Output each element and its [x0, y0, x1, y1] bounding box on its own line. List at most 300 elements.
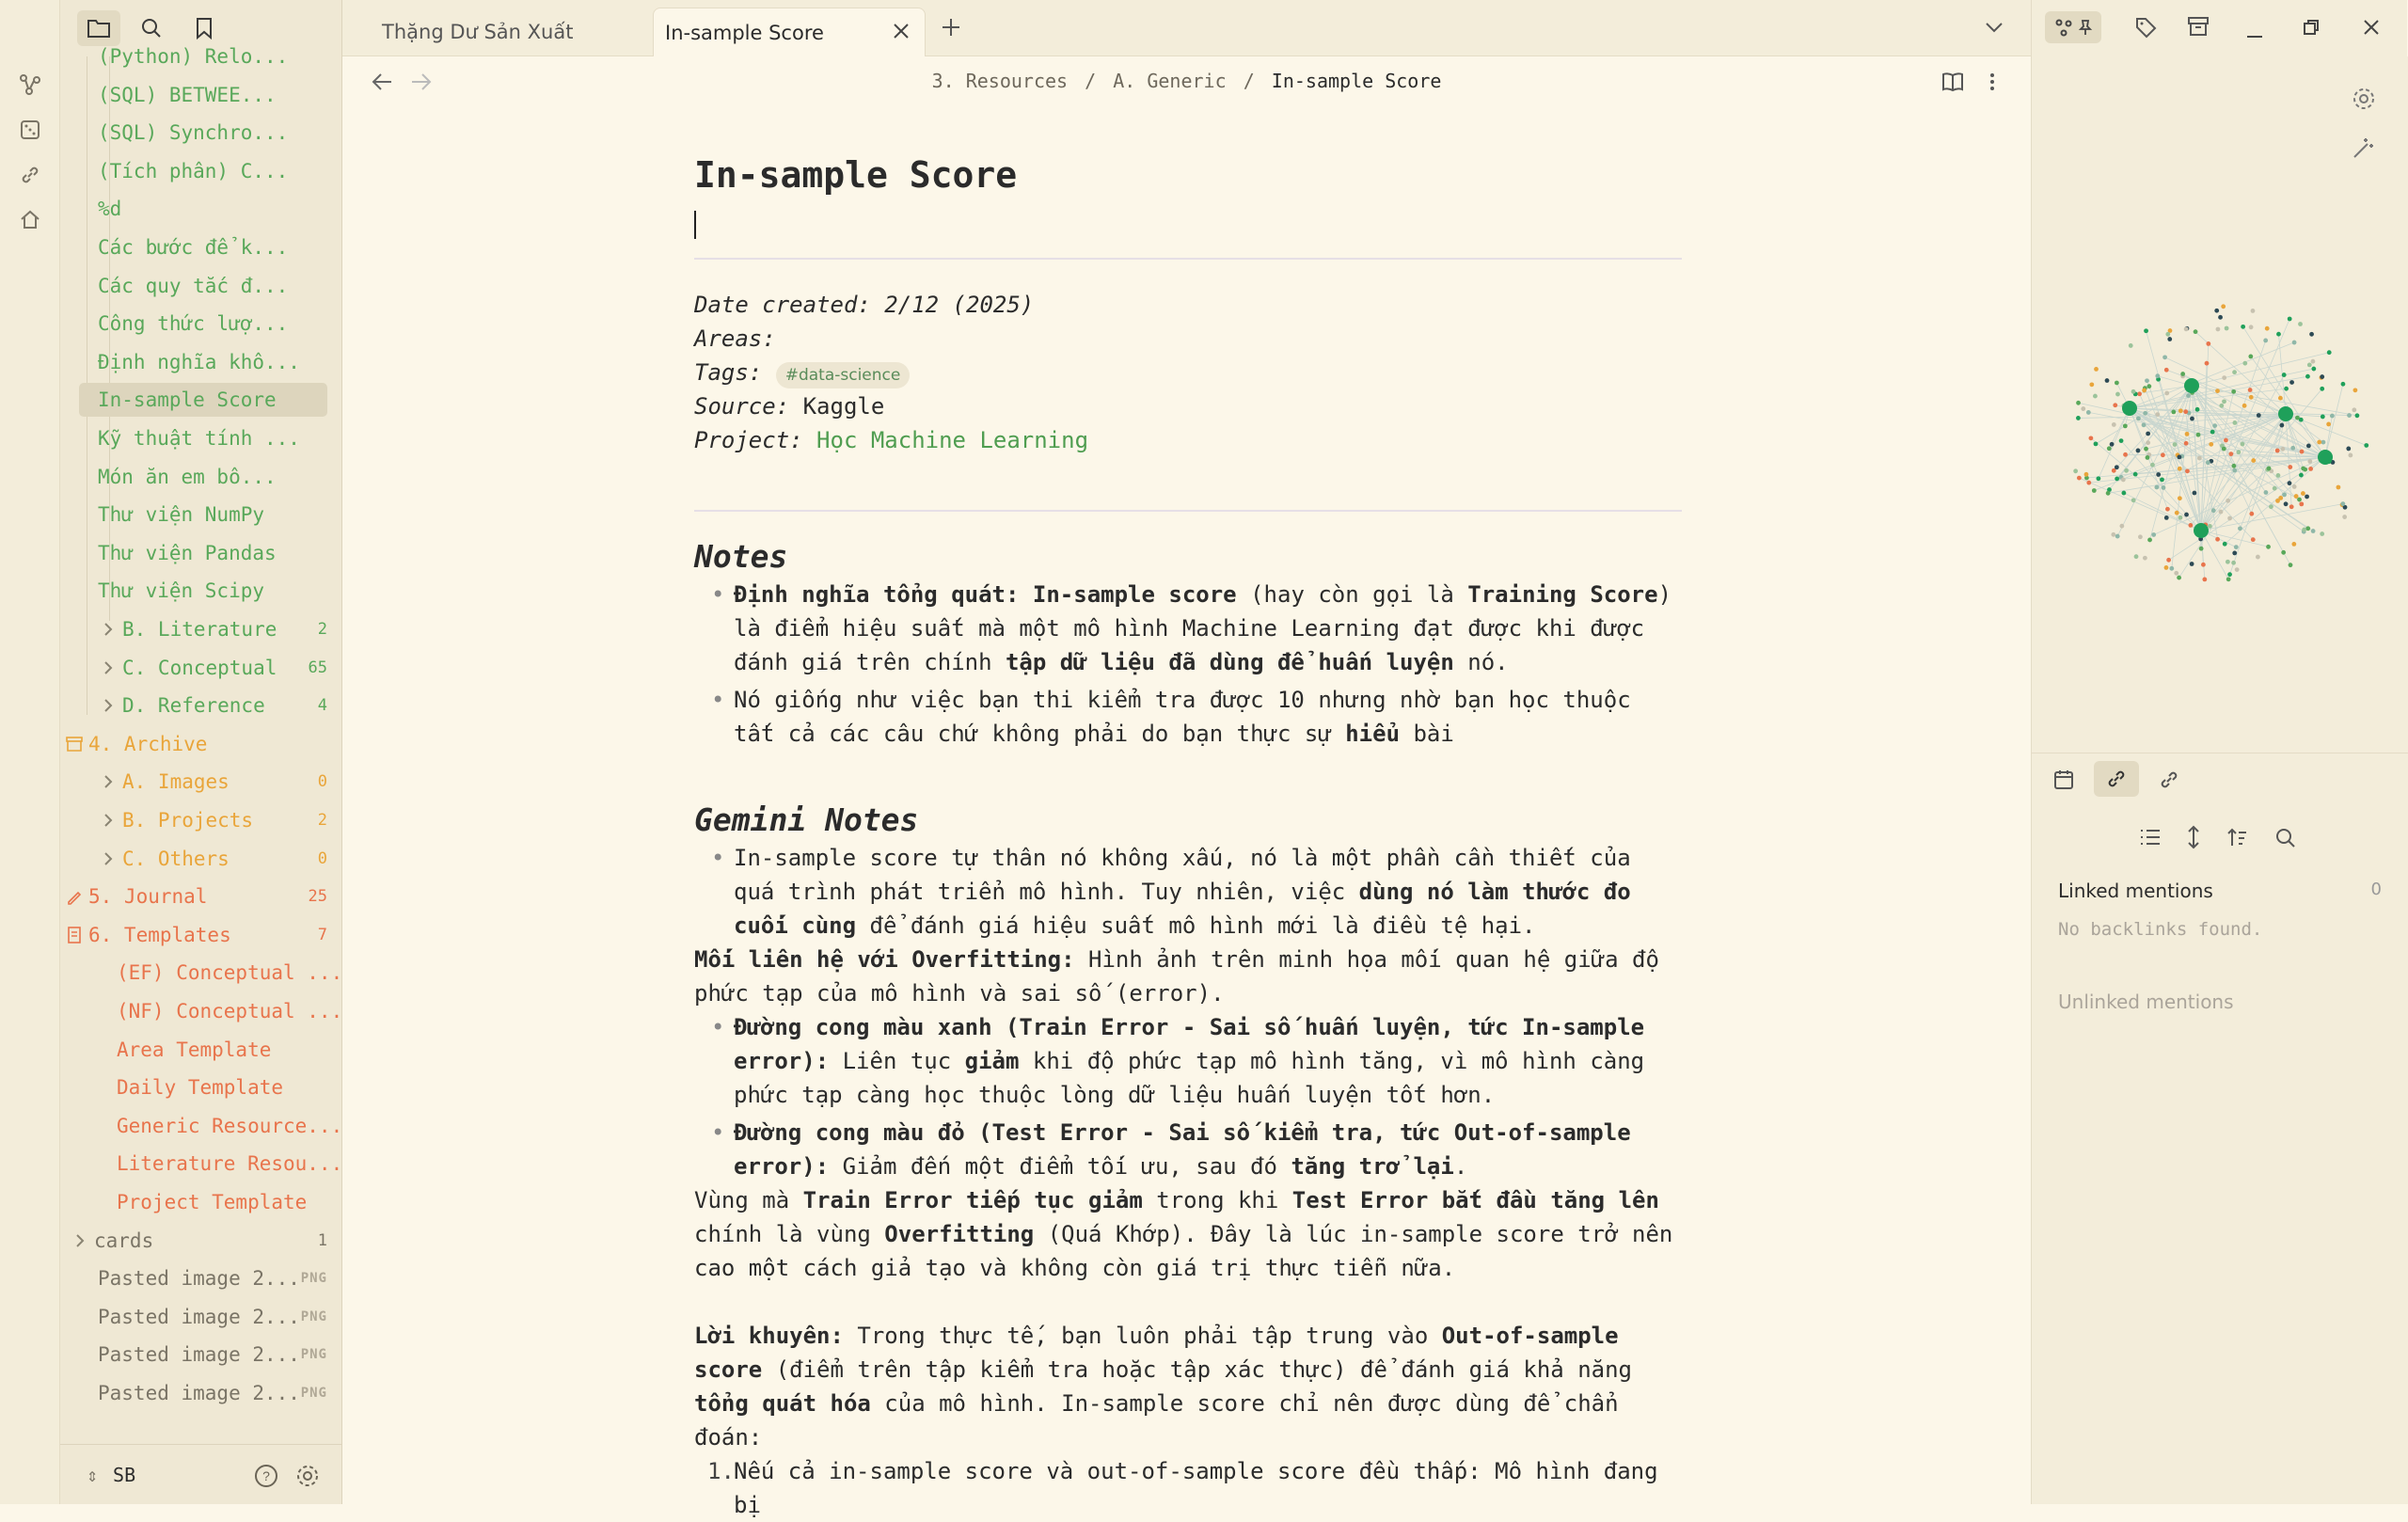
graph-node[interactable] [2228, 452, 2233, 456]
graph-node[interactable] [2089, 382, 2094, 387]
random-note-icon[interactable] [15, 115, 45, 145]
graph-node[interactable] [2340, 501, 2345, 506]
graph-node[interactable] [2355, 413, 2360, 418]
graph-node[interactable] [2110, 442, 2115, 447]
graph-node[interactable] [2073, 468, 2078, 473]
graph-node[interactable] [2297, 498, 2302, 502]
graph-node[interactable] [2305, 526, 2310, 531]
graph-node[interactable] [2256, 555, 2260, 560]
graph-node[interactable] [2167, 337, 2172, 341]
graph-node[interactable] [2273, 486, 2277, 491]
graph-node[interactable] [2106, 491, 2111, 496]
graph-node[interactable] [2094, 367, 2099, 372]
graph-node[interactable] [2201, 563, 2206, 567]
tree-file-0[interactable] [98, 40, 327, 73]
graph-node[interactable] [2143, 411, 2147, 416]
graph-node[interactable] [2311, 359, 2316, 364]
graph-node[interactable] [2263, 339, 2268, 343]
graph-node[interactable] [2311, 529, 2316, 533]
note-content[interactable] [694, 151, 1682, 1522]
graph-node[interactable] [2226, 499, 2230, 503]
graph-node[interactable] [2144, 447, 2148, 452]
graph-node[interactable] [2289, 563, 2293, 567]
project-link[interactable]: Học Machine Learning [816, 427, 1089, 453]
close-window-icon[interactable] [2363, 19, 2380, 40]
tree-file-6[interactable] [98, 269, 327, 303]
graph-node[interactable] [2155, 412, 2160, 417]
tree-file-9[interactable] [79, 383, 327, 417]
graph-node[interactable] [2084, 472, 2089, 477]
graph-node[interactable] [2195, 407, 2200, 412]
graph-node[interactable] [2309, 332, 2314, 337]
graph-node[interactable] [2320, 374, 2324, 379]
graph-node[interactable] [2284, 501, 2289, 506]
graph-node[interactable] [2301, 491, 2305, 496]
graph-node[interactable] [2234, 545, 2239, 549]
local-graph-view[interactable] [2032, 56, 2408, 753]
graph-node[interactable] [2185, 468, 2190, 473]
graph-node[interactable] [2232, 370, 2237, 374]
graph-node[interactable] [2113, 403, 2117, 407]
graph-node[interactable] [2190, 417, 2194, 421]
graph-node[interactable] [2162, 355, 2167, 359]
graph-node[interactable] [2193, 491, 2197, 496]
graph-node[interactable] [2147, 538, 2152, 543]
tree-file-2[interactable] [98, 116, 327, 150]
graph-node[interactable] [2317, 440, 2321, 445]
graph-node[interactable] [2307, 459, 2312, 464]
graph-node[interactable] [2249, 395, 2254, 400]
graph-node[interactable] [2164, 391, 2169, 396]
tree-file-4[interactable] [98, 192, 327, 226]
graph-node[interactable] [2305, 495, 2309, 499]
graph-node[interactable] [2119, 524, 2124, 529]
graph-node[interactable] [2112, 422, 2116, 427]
show-more-context-icon[interactable] [2184, 825, 2203, 854]
graph-hub-node[interactable] [2194, 523, 2209, 538]
link-icon[interactable] [15, 160, 45, 190]
graph-node[interactable] [2164, 515, 2169, 520]
graph-node[interactable] [2321, 415, 2325, 420]
archive-icon[interactable] [2187, 16, 2210, 41]
tree-file-13[interactable] [98, 536, 327, 570]
graph-node[interactable] [2173, 442, 2178, 447]
tags-icon[interactable] [2135, 17, 2158, 42]
graph-node[interactable] [2306, 444, 2311, 449]
graph-view-icon[interactable] [15, 70, 45, 100]
tree-file-10[interactable] [98, 421, 327, 455]
graph-node[interactable] [2294, 494, 2299, 499]
tree-image-2[interactable] [98, 1338, 327, 1371]
graph-node[interactable] [2180, 372, 2185, 376]
graph-node[interactable] [2241, 325, 2245, 329]
graph-node[interactable] [2205, 361, 2210, 366]
outgoing-links-icon[interactable] [2158, 769, 2180, 796]
graph-node[interactable] [2105, 378, 2110, 383]
tree-template-5[interactable] [117, 1147, 343, 1181]
sort-icon[interactable] [2227, 827, 2250, 852]
graph-node[interactable] [2364, 443, 2368, 448]
graph-node[interactable] [2136, 416, 2141, 420]
graph-node[interactable] [2276, 332, 2281, 337]
graph-node[interactable] [2156, 472, 2161, 477]
graph-node[interactable] [2264, 490, 2269, 495]
graph-node[interactable] [2346, 447, 2351, 452]
graph-node[interactable] [2232, 468, 2237, 473]
graph-node[interactable] [2142, 388, 2147, 393]
breadcrumb-current[interactable]: In-sample Score [1271, 70, 1442, 92]
graph-node[interactable] [2096, 476, 2100, 481]
graph-node[interactable] [2185, 432, 2190, 436]
graph-node[interactable] [2308, 467, 2313, 471]
graph-node[interactable] [2267, 467, 2272, 471]
graph-node[interactable] [2178, 515, 2183, 520]
graph-hub-node[interactable] [2122, 401, 2137, 416]
graph-node[interactable] [2177, 454, 2181, 459]
tab-list-chevron-icon[interactable] [1985, 21, 2004, 39]
graph-node[interactable] [2146, 440, 2150, 445]
graph-node[interactable] [2226, 560, 2230, 564]
graph-node[interactable] [2321, 440, 2326, 445]
graph-node[interactable] [2164, 368, 2169, 373]
graph-node[interactable] [2218, 315, 2223, 320]
graph-node[interactable] [2076, 416, 2081, 420]
graph-node[interactable] [2300, 450, 2305, 454]
graph-node[interactable] [2265, 326, 2270, 331]
tab-in-sample-score[interactable] [653, 8, 926, 56]
graph-node[interactable] [2320, 387, 2324, 391]
graph-node[interactable] [2224, 438, 2228, 443]
graph-node[interactable] [2211, 508, 2216, 513]
graph-node[interactable] [2178, 408, 2183, 413]
graph-node[interactable] [2196, 433, 2201, 437]
graph-node[interactable] [2115, 477, 2119, 482]
tree-template-1[interactable] [117, 994, 343, 1028]
graph-node[interactable] [2219, 510, 2224, 515]
graph-node[interactable] [2248, 355, 2253, 359]
graph-node[interactable] [2178, 496, 2182, 500]
graph-node[interactable] [2131, 498, 2136, 502]
graph-node[interactable] [2289, 504, 2294, 509]
graph-node[interactable] [2348, 453, 2353, 458]
tree-file-12[interactable] [98, 498, 327, 531]
linked-mentions-header[interactable] [2058, 880, 2382, 902]
graph-node[interactable] [2327, 350, 2332, 355]
graph-node[interactable] [2279, 423, 2284, 428]
graph-node[interactable] [2076, 401, 2081, 405]
minimize-icon[interactable] [2246, 26, 2263, 43]
graph-node[interactable] [2177, 576, 2181, 580]
graph-node[interactable] [2184, 513, 2189, 517]
new-tab-icon[interactable] [941, 17, 961, 42]
graph-node[interactable] [2210, 430, 2215, 435]
graph-node[interactable] [2215, 388, 2220, 393]
graph-node[interactable] [2290, 446, 2295, 451]
breadcrumb-generic[interactable]: A. Generic [1113, 70, 1227, 92]
tree-image-0[interactable] [98, 1261, 327, 1295]
graph-node[interactable] [2238, 526, 2242, 531]
graph-node[interactable] [2269, 504, 2273, 509]
graph-node[interactable] [2115, 465, 2119, 469]
tree-template-0[interactable] [117, 956, 343, 990]
graph-node[interactable] [2121, 478, 2126, 483]
graph-node[interactable] [2115, 392, 2120, 397]
tree-file-7[interactable] [98, 307, 327, 341]
tree-templates[interactable] [64, 918, 327, 952]
vault-switcher[interactable] [60, 1444, 342, 1504]
graph-node[interactable] [2146, 455, 2150, 460]
graph-node[interactable] [2280, 447, 2285, 452]
graph-node[interactable] [2282, 492, 2287, 497]
graph-node[interactable] [2086, 410, 2091, 415]
graph-node[interactable] [2124, 468, 2129, 473]
graph-node[interactable] [2119, 438, 2124, 443]
graph-node[interactable] [2298, 322, 2303, 326]
graph-node[interactable] [2184, 441, 2189, 446]
graph-node[interactable] [2222, 399, 2226, 404]
graph-node[interactable] [2088, 436, 2093, 440]
graph-node[interactable] [2292, 484, 2297, 489]
unlinked-mentions-header[interactable]: Unlinked mentions [2058, 991, 2234, 1013]
tree-archive-child-1[interactable] [98, 803, 327, 837]
graph-node[interactable] [2242, 404, 2247, 408]
graph-node[interactable] [2249, 512, 2254, 516]
graph-node[interactable] [2145, 378, 2149, 383]
graph-hub-node[interactable] [2184, 378, 2199, 393]
graph-node[interactable] [2184, 326, 2189, 331]
graph-node[interactable] [2232, 551, 2237, 556]
graph-node[interactable] [2223, 542, 2227, 547]
graph-node[interactable] [2212, 423, 2217, 428]
graph-node[interactable] [2251, 309, 2256, 313]
graph-node[interactable] [2281, 550, 2286, 555]
collapse-results-icon[interactable] [2139, 827, 2162, 852]
graph-node[interactable] [2251, 537, 2256, 542]
page-title[interactable]: In-sample Score [694, 154, 1018, 196]
graph-node[interactable] [2174, 571, 2178, 576]
graph-node[interactable] [2086, 481, 2091, 485]
more-options-icon[interactable] [1988, 71, 1996, 97]
graph-node[interactable] [2227, 572, 2232, 577]
graph-node[interactable] [2150, 463, 2155, 468]
graph-node[interactable] [2136, 449, 2141, 453]
graph-node[interactable] [2123, 452, 2128, 457]
graph-node[interactable] [2251, 458, 2256, 463]
graph-node[interactable] [2291, 542, 2296, 547]
graph-node[interactable] [2123, 423, 2128, 428]
graph-node[interactable] [2138, 534, 2143, 539]
tree-template-3[interactable] [117, 1070, 327, 1104]
tree-cards[interactable] [70, 1224, 327, 1258]
graph-node[interactable] [2107, 446, 2112, 451]
graph-node[interactable] [2111, 532, 2115, 537]
tree-archive-child-0[interactable] [98, 765, 327, 799]
tree-file-5[interactable] [98, 230, 327, 264]
graph-node[interactable] [2134, 554, 2139, 559]
graph-node[interactable] [2342, 515, 2347, 519]
graph-node[interactable] [2188, 523, 2193, 528]
graph-node[interactable] [2147, 384, 2151, 388]
graph-node[interactable] [2337, 485, 2341, 490]
tag-data-science[interactable]: #data-science [776, 362, 911, 388]
graph-node[interactable] [2178, 467, 2182, 471]
graph-node[interactable] [2155, 373, 2160, 378]
graph-node[interactable] [2162, 485, 2166, 490]
graph-node[interactable] [2208, 524, 2212, 529]
graph-node[interactable] [2154, 485, 2159, 490]
restore-icon[interactable] [2303, 19, 2320, 40]
graph-node[interactable] [2347, 413, 2352, 418]
tree-template-6[interactable] [117, 1185, 327, 1219]
graph-node[interactable] [2242, 361, 2247, 366]
graph-node[interactable] [2275, 449, 2280, 453]
graph-node[interactable] [2216, 327, 2221, 332]
graph-node[interactable] [2352, 407, 2356, 412]
graph-node[interactable] [2166, 558, 2171, 563]
help-icon[interactable] [254, 1464, 278, 1493]
graph-node[interactable] [2231, 561, 2236, 565]
tree-file-8[interactable] [98, 345, 327, 379]
graph-node[interactable] [2241, 442, 2245, 447]
tree-file-14[interactable] [98, 574, 327, 608]
graph-node[interactable] [2186, 393, 2191, 398]
search-backlinks-icon[interactable] [2274, 827, 2297, 854]
graph-node[interactable] [2292, 341, 2297, 345]
graph-node[interactable] [2282, 373, 2287, 377]
graph-animate-icon[interactable] [2352, 135, 2376, 165]
graph-node[interactable] [2129, 343, 2133, 348]
graph-node[interactable] [2221, 304, 2226, 309]
graph-node[interactable] [2320, 531, 2324, 536]
graph-node[interactable] [2164, 565, 2169, 570]
tree-folder-0[interactable] [98, 612, 327, 646]
graph-node[interactable] [2225, 326, 2229, 331]
graph-node[interactable] [2326, 422, 2331, 427]
graph-node[interactable] [2257, 413, 2261, 418]
graph-node[interactable] [2295, 416, 2300, 420]
graph-node[interactable] [2121, 491, 2126, 496]
graph-node[interactable] [2165, 332, 2170, 337]
graph-node[interactable] [2144, 328, 2148, 333]
graph-node[interactable] [2165, 507, 2170, 512]
graph-node[interactable] [2299, 501, 2304, 506]
graph-node[interactable] [2131, 389, 2136, 394]
home-icon[interactable] [15, 205, 45, 235]
graph-node[interactable] [2284, 387, 2289, 391]
graph-node[interactable] [2169, 566, 2174, 571]
graph-canvas[interactable] [2032, 245, 2408, 715]
graph-node[interactable] [2197, 456, 2202, 461]
tree-folder-2[interactable] [98, 689, 327, 722]
graph-node[interactable] [2115, 534, 2120, 539]
graph-node[interactable] [2276, 473, 2281, 478]
graph-node[interactable] [2161, 452, 2165, 457]
graph-node[interactable] [2226, 577, 2231, 581]
graph-node[interactable] [2214, 309, 2219, 313]
graph-node[interactable] [2305, 374, 2310, 379]
tree-template-2[interactable] [117, 1033, 327, 1067]
graph-node[interactable] [2202, 577, 2207, 581]
graph-node[interactable] [2115, 381, 2119, 386]
graph-node[interactable] [2232, 420, 2237, 425]
graph-node[interactable] [2289, 380, 2294, 385]
graph-node[interactable] [2236, 450, 2241, 454]
tree-journal[interactable] [64, 880, 327, 913]
graph-node[interactable] [2146, 432, 2150, 436]
tree-file-1[interactable] [98, 78, 327, 112]
graph-node[interactable] [2249, 325, 2254, 329]
graph-node[interactable] [2302, 528, 2306, 532]
graph-node[interactable] [2160, 477, 2164, 482]
graph-node[interactable] [2311, 367, 2316, 372]
graph-node[interactable] [2227, 516, 2232, 521]
reading-view-icon[interactable] [1941, 71, 1964, 97]
graph-node[interactable] [2143, 556, 2147, 561]
graph-node[interactable] [2288, 465, 2292, 469]
graph-hub-node[interactable] [2318, 450, 2333, 465]
graph-node[interactable] [2077, 476, 2082, 481]
breadcrumb-resources[interactable]: 3. Resources [931, 70, 1069, 92]
graph-node[interactable] [2194, 329, 2198, 334]
graph-node[interactable] [2299, 473, 2304, 478]
graph-node[interactable] [2288, 481, 2292, 485]
graph-node[interactable] [2199, 547, 2204, 551]
close-tab-icon[interactable] [891, 21, 911, 46]
graph-node[interactable] [2248, 388, 2253, 392]
calendar-icon[interactable] [2052, 769, 2075, 796]
graph-node[interactable] [2092, 488, 2097, 493]
graph-node[interactable] [2301, 467, 2305, 471]
graph-node[interactable] [2266, 545, 2271, 549]
graph-node[interactable] [2330, 414, 2335, 419]
tree-image-1[interactable] [98, 1300, 327, 1334]
graph-node[interactable] [2206, 460, 2210, 465]
graph-node[interactable] [2222, 447, 2226, 452]
graph-node[interactable] [2183, 409, 2188, 414]
graph-node[interactable] [2231, 464, 2236, 468]
graph-node[interactable] [2133, 472, 2138, 477]
graph-node[interactable] [2353, 388, 2358, 392]
graph-node[interactable] [2093, 394, 2098, 399]
graph-node[interactable] [2215, 537, 2220, 542]
graph-node[interactable] [2288, 317, 2292, 322]
graph-node[interactable] [2206, 341, 2210, 346]
graph-node[interactable] [2278, 396, 2283, 401]
graph-node[interactable] [2209, 442, 2213, 447]
tree-archive[interactable] [64, 727, 327, 761]
graph-node[interactable] [2307, 362, 2312, 367]
settings-gear-icon[interactable] [295, 1464, 320, 1493]
tree-template-4[interactable] [117, 1109, 343, 1143]
tree-folder-1[interactable] [98, 651, 327, 685]
tree-file-11[interactable] [98, 460, 327, 494]
graph-hub-node[interactable] [2278, 406, 2293, 421]
graph-node[interactable] [2219, 404, 2224, 408]
graph-node[interactable] [2137, 391, 2142, 396]
tree-file-3[interactable] [98, 154, 327, 188]
graph-node[interactable] [2235, 567, 2240, 572]
graph-node[interactable] [2142, 422, 2147, 427]
graph-node[interactable] [2341, 382, 2346, 387]
graph-node[interactable] [2175, 511, 2179, 515]
local-graph-icon[interactable] [2045, 11, 2101, 43]
graph-node[interactable] [2171, 409, 2176, 414]
graph-node[interactable] [2151, 532, 2156, 537]
tree-archive-child-2[interactable] [98, 842, 327, 876]
graph-node[interactable] [2094, 441, 2099, 446]
tree-image-3[interactable] [98, 1376, 327, 1410]
backlinks-icon[interactable] [2094, 761, 2139, 797]
